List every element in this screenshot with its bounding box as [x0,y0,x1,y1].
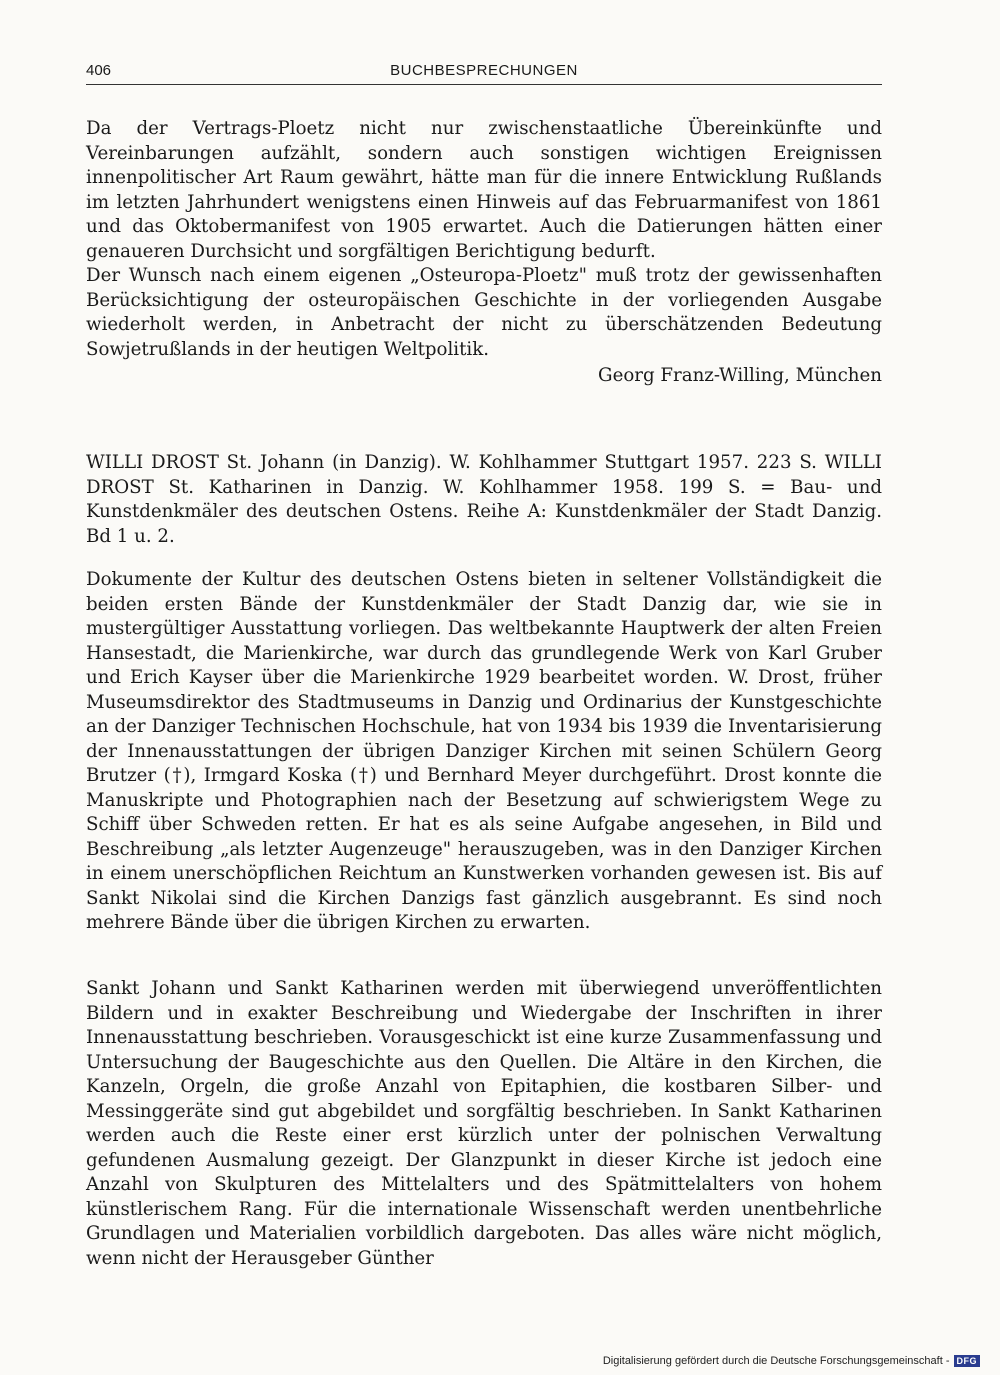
review-paragraph-2: Sankt Johann und Sankt Katharinen werden mit überwiegend unveröffentlichten Bildern und in exakter Beschreibung und Wiedergabe der Inschriften in ihrer Innenausstattung beschrieben. Vorausgeschickt ist eine kurze Zusammenfassung und Untersuchung der Baugeschichte aus den Quellen. Die Altäre in den Kirchen, die Kanzeln, Orgeln, die große Anzahl von Epitaphien, die kostbaren Silber- und Messinggeräte sind gut abgebildet und sorgfältig beschrieben. In Sankt Katharinen werden auch die Reste einer erst kürzlich unter der polnischen Verwaltung gefundenen Ausmalung gezeigt. Der Glanzpunkt in dieser Kirche ist jedoch eine Anzahl von Skulpturen des Mittelalters und des Spätmittelalters von hohem künstlerischem Rang. Für die internationale Wissenschaft werden unentbehrliche Grundlagen und Materialien vorbildlich dargeboten. Das alles wäre nicht möglich, wenn nicht der Herausgeber Günther [86,978,882,1269]
previous-review-paragraph-2: Der Wunsch nach einem eigenen „Osteuropa-Ploetz" muß trotz der gewissenhaften Berücksichtigung der osteuropäischen Geschichte in der vorliegenden Ausgabe wiederholt werden, in Anbetracht der nicht zu überschätzenden Bedeutung Sowjetrußlands in der heutigen Weltpolitik. [86,265,882,360]
page-header [86,62,882,85]
page-number: 406 [86,62,112,79]
bibliographic-entry: WILLI DROST St. Johann (in Danzig). W. Kohlhammer Stuttgart 1957. 223 S. WILLI DROST St. Katharinen in Danzig. W. Kohlhammer 1958. 199 S. = Bau- und Kunstdenkmäler des deutschen Ostens. Reihe A: Kunstdenkmäler der Stadt Danzig. Bd 1 u. 2. [86,452,882,547]
previous-review-paragraph-1: Da der Vertrags-Ploetz nicht nur zwischenstaatliche Übereinkünfte und Vereinbarungen aufzählt, sondern auch sonstigen wichtigen Ereignissen innenpolitischer Art Raum gewährt, hätte man für die innere Entwicklung Rußlands im letzten Jahrhundert wenigstens einen Hinweis auf das Februarmanifest von 1861 und das Oktobermanifest von 1905 erwartet. Auch die Datierungen hätten einer genaueren Durchsicht und sorgfältigen Berichtigung bedurft. [86,118,882,262]
digitization-footer [603,1355,980,1367]
running-head: BUCHBESPRECHUNGEN [390,62,578,79]
footer-text: Digitalisierung gefördert durch die Deutsche Forschungsgemeinschaft - [602,1355,950,1367]
dfg-logo: DFG [954,1355,981,1367]
review-paragraph-1: Dokumente der Kultur des deutschen Ostens bieten in seltener Vollständigkeit die beiden ersten Bände der Kunstdenkmäler der Stadt Danzig dar, wie sie in mustergültiger Ausstattung vorliegen. Das weltbekannte Hauptwerk der alten Freien Hansestadt, die Marienkirche, war durch das grundlegende Werk von Karl Gruber und Erich Kayser über die Marienkirche 1929 bearbeitet worden. W. Drost, früher Museumsdirektor des Stadtmuseums in Danzig und Ordinarius der Kunstgeschichte an der Danziger Technischen Hochschule, hat von 1934 bis 1939 die Inventarisierung der Innenausstattungen der übrigen Danziger Kirchen mit seinen Schülern Georg Brutzer (†), Irmgard Koska (†) und Bernhard Meyer durchgeführt. Drost konnte die Manuskripte und Photographien nach der Besetzung auf schwierigstem Wege zu Schiff über Schweden retten. Er hat es als seine Aufgabe angesehen, in Bild und Beschreibung „als letzter Augenzeuge" herauszugeben, was in den Danziger Kirchen in einem unerschöpflichen Reichtum an Kunstwerken vorhanden gewesen ist. Bis auf Sankt Nikolai sind die Kirchen Danzigs fast gänzlich ausgebrannt. Es sind noch mehrere Bände über die übrigen Kirchen zu erwarten. [86,569,882,933]
reviewer-signature: Georg Franz-Willing, München [598,365,882,386]
